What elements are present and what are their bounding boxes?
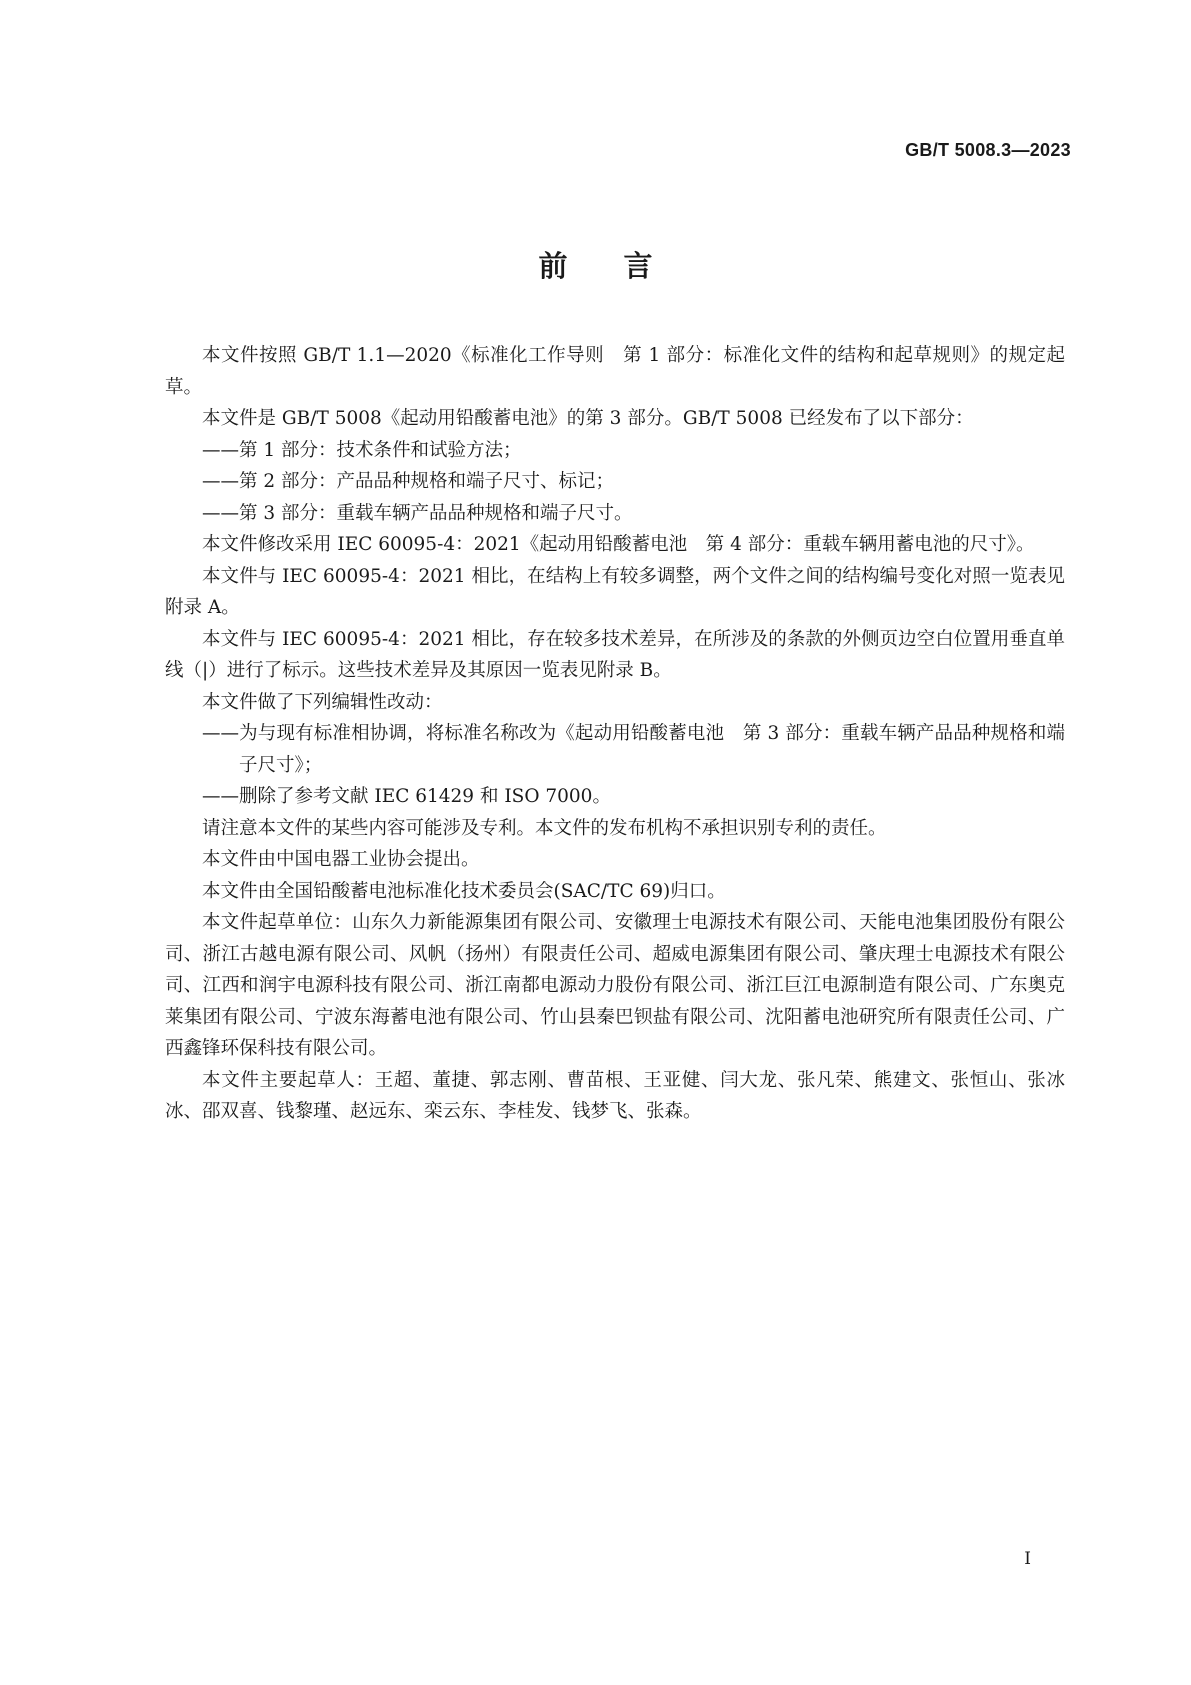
paragraph-technical-differences: 本文件与 IEC 60095-4：2021 相比，存在较多技术差异，在所涉及的条款的外侧页边空白位置用垂直单线（|）进行了标示。这些技术差异及其原因一览表见附录 B。 bbox=[165, 628, 1065, 681]
paragraph-adoption: 本文件修改采用 IEC 60095-4：2021《起动用铅酸蓄电池 第 4 部分：重载车辆用蓄电池的尺寸》。 bbox=[202, 534, 1035, 555]
paragraph-drafting-units: 本文件起草单位：山东久力新能源集团有限公司、安徽理士电源技术有限公司、天能电池集团股份有限公司、浙江古越电源有限公司、风帆（扬州）有限责任公司、超威电源集团有限公司、肇庆理士电源技术有限公司、江西和润宇电源科技有限公司、浙江南都电源动力股份有限公司、浙江巨江电源制造有限公司、广东奥克莱集团有限公司、宁波东海蓄电池有限公司、竹山县秦巴钡盐有限公司、沈阳蓄电池研究所有限责任公司、广西鑫锋环保科技有限公司。 bbox=[165, 912, 1065, 1059]
paragraph-structure-changes: 本文件与 IEC 60095-4：2021 相比，在结构上有较多调整，两个文件之间的结构编号变化对照一览表见附录 A。 bbox=[165, 565, 1065, 618]
list-item-remove-refs: ——删除了参考文献 IEC 61429 和 ISO 7000。 bbox=[202, 786, 611, 807]
list-item-part-1: ——第 1 部分：技术条件和试验方法； bbox=[202, 439, 522, 461]
paragraph-patent-notice: 请注意本文件的某些内容可能涉及专利。本文件的发布机构不承担识别专利的责任。 bbox=[202, 817, 887, 839]
page-number: I bbox=[1024, 1549, 1031, 1569]
paragraph-series-parts: 本文件是 GB/T 5008《起动用铅酸蓄电池》的第 3 部分。GB/T 5008 已经发布了以下部分： bbox=[202, 408, 974, 429]
list-item-part-3: ——第 3 部分：重载车辆产品品种规格和端子尺寸。 bbox=[202, 502, 633, 524]
list-item-part-2: ——第 2 部分：产品品种规格和端子尺寸、标记； bbox=[202, 471, 615, 492]
paragraph-drafting-rules: 本文件按照 GB/T 1.1—2020《标准化工作导则 第 1 部分：标准化文件的结构和起草规则》的规定起草。 bbox=[165, 345, 1065, 398]
preface-body bbox=[165, 340, 1065, 1128]
page-title: 前言 bbox=[538, 249, 709, 283]
paragraph-proposer: 本文件由中国电器工业协会提出。 bbox=[202, 849, 480, 870]
paragraph-editorial-changes: 本文件做了下列编辑性改动： bbox=[202, 691, 443, 713]
paragraph-committee: 本文件由全国铅酸蓄电池标准化技术委员会(SAC/TC 69)归口。 bbox=[202, 880, 726, 902]
list-item-rename: ——为与现有标准相协调，将标准名称改为《起动用铅酸蓄电池 第 3 部分：重载车辆产品品种规格和端子尺寸》； bbox=[202, 723, 1065, 776]
paragraph-drafters: 本文件主要起草人：王超、董捷、郭志刚、曹苗根、王亚健、闫大龙、张凡荣、熊建文、张恒山、张冰冰、邵双喜、钱黎瑾、赵远东、栾云东、李桂发、钱梦飞、张森。 bbox=[165, 1069, 1065, 1122]
standard-code: GB/T 5008.3—2023 bbox=[905, 140, 1071, 160]
